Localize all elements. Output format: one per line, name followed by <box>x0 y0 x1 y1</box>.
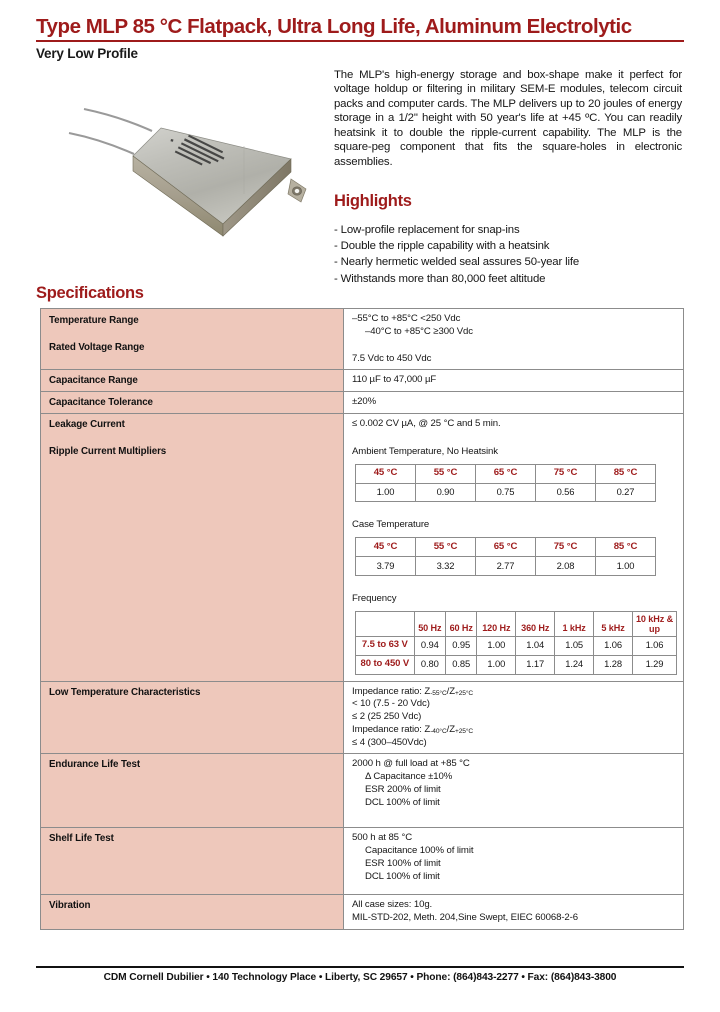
value-line: Capacitance 100% of limit <box>365 845 474 857</box>
value-line <box>352 686 677 699</box>
intro-paragraph: The MLP's high-energy storage and box-shape make it perfect for voltage holdup or filtering in military SEM-E modules, telecom circuit packs and computer cards. The MLP delivers up to 20 joules of energy storage in a 1/2" height with 50 year's life at +45 ºC. You can readily heatsink it to double the ripple-current capability. The MLP is the square-peg component that fits the square-holes in electronic assemblies. <box>334 69 682 168</box>
row-label-shelf-life-test: Shelf Life Test <box>41 828 344 895</box>
value-line: ESR 200% of limit <box>365 783 441 795</box>
cell-value: 1.05 <box>555 636 594 655</box>
row-header: 7.5 to 63 V <box>356 636 415 655</box>
row-value-leakage-ripple <box>344 414 684 681</box>
col-header: 10 kHz & up <box>633 611 677 636</box>
value-line: MIL-STD-202, Meth. 204,Sine Swept, EIEC 60068-2-6 <box>352 912 578 924</box>
row-header: 80 to 450 V <box>356 655 415 674</box>
spacer <box>352 585 677 592</box>
col-header: 45 °C <box>356 464 416 483</box>
table-row <box>356 557 656 576</box>
value-line: DCL 100% of limit <box>365 796 440 808</box>
table-row <box>41 828 684 895</box>
value-line: < 10 (7.5 - 20 Vdc) <box>352 698 430 710</box>
cell-value: 2.08 <box>536 557 596 576</box>
row-label-endurance-life-test: Endurance Life Test <box>41 754 344 828</box>
spacer <box>352 504 677 511</box>
specifications-heading: Specifications <box>36 284 144 302</box>
value-line: ESR 100% of limit <box>365 857 441 869</box>
table-row <box>356 636 677 655</box>
cell-value: 2.77 <box>476 557 536 576</box>
list-item: - Withstands more than 80,000 feet altitude <box>334 272 546 285</box>
cell-value: 1.00 <box>477 636 516 655</box>
cell-value: 1.00 <box>356 483 416 502</box>
spacer <box>352 809 677 816</box>
cell-value: 0.56 <box>536 483 596 502</box>
cell-value: 0.94 <box>414 636 445 655</box>
highlights-list <box>334 222 684 287</box>
label-text-ripple-current: Ripple Current Multipliers <box>49 446 167 458</box>
cell-value: 0.80 <box>414 655 445 674</box>
col-header: 5 kHz <box>594 611 633 636</box>
value-line: –40°C to +85°C ≥300 Vdc <box>365 325 473 337</box>
page-title: Type MLP 85 °C Flatpack, Ultra Long Life, Aluminum Electrolytic <box>36 15 632 38</box>
highlights-heading: Highlights <box>334 192 412 210</box>
frequency-caption: Frequency <box>352 592 397 604</box>
impedance-subscript-cold: -40°C <box>430 727 447 735</box>
row-value-capacitance-range: 110 µF to 47,000 µF <box>344 370 684 392</box>
spacer <box>352 511 677 518</box>
table-row <box>41 754 684 828</box>
col-header: 55 °C <box>416 464 476 483</box>
footer-divider <box>36 966 684 968</box>
spacer <box>352 883 677 890</box>
col-header: 75 °C <box>536 464 596 483</box>
col-header: 60 Hz <box>446 611 477 636</box>
list-item: - Double the ripple capability with a heatsink <box>334 240 550 253</box>
col-header: 45 °C <box>356 538 416 557</box>
spacer <box>352 816 677 823</box>
table-row <box>41 414 684 681</box>
cell-value: 3.32 <box>416 557 476 576</box>
footer-contact-info: CDM Cornell Dubilier • 140 Technology Place • Liberty, SC 29657 • Phone: (864)843-2277 • Fax: (864)843-3800 <box>103 972 617 983</box>
spacer <box>49 327 337 334</box>
value-line: Δ Capacitance ±10% <box>365 771 453 783</box>
row-value-vibration <box>344 895 684 930</box>
col-header: 360 Hz <box>516 611 555 636</box>
value-line: 500 h at 85 °C <box>352 832 413 844</box>
col-header: 120 Hz <box>477 611 516 636</box>
cell-value: 1.06 <box>594 636 633 655</box>
value-line: DCL 100% of limit <box>365 870 440 882</box>
capacitor-illustration <box>48 76 324 268</box>
table-header-row <box>356 611 677 636</box>
cell-value: 1.04 <box>516 636 555 655</box>
row-value-temperature-range <box>344 309 684 370</box>
value-line: All case sizes: 10g. <box>352 899 433 911</box>
page-header <box>36 16 684 61</box>
value-line-rated-voltage: 7.5 Vdc to 450 Vdc <box>352 352 432 364</box>
cell-value: 3.79 <box>356 557 416 576</box>
ambient-temperature-table <box>355 464 656 503</box>
list-item: - Low-profile replacement for snap-ins <box>334 224 520 236</box>
cell-value: 1.28 <box>594 655 633 674</box>
impedance-ratio-prefix: Impedance ratio: Z <box>352 685 431 697</box>
spacer <box>49 438 337 445</box>
list-item: - Nearly hermetic welded seal assures 50-year life <box>334 256 580 269</box>
cell-value: 1.17 <box>516 655 555 674</box>
cell-value: 1.00 <box>596 557 656 576</box>
value-line: 2000 h @ full load at +85 °C <box>352 758 470 770</box>
value-line: –55°C to +85°C <250 Vdc <box>352 313 461 324</box>
cell-value: 0.75 <box>476 483 536 502</box>
cell-value: 0.85 <box>446 655 477 674</box>
table-row <box>41 895 684 930</box>
spacer <box>49 431 337 438</box>
value-line: ≤ 4 (300–450Vdc) <box>352 736 427 748</box>
spacer <box>352 339 677 346</box>
col-header: 65 °C <box>476 464 536 483</box>
table-row <box>41 392 684 414</box>
page-subtitle: Very Low Profile <box>36 45 138 61</box>
spacer <box>352 578 677 585</box>
impedance-subscript-ref: +25°C <box>454 689 474 697</box>
table-header-row <box>356 538 656 557</box>
col-header: 85 °C <box>596 538 656 557</box>
cell-value: 1.06 <box>633 636 677 655</box>
col-header: 75 °C <box>536 538 596 557</box>
spacer <box>352 431 677 438</box>
col-header: 65 °C <box>476 538 536 557</box>
impedance-ratio-mid: /Z <box>446 723 455 735</box>
impedance-ratio-prefix: Impedance ratio: Z <box>352 723 431 735</box>
row-label-vibration: Vibration <box>41 895 344 930</box>
label-text-rated-voltage: Rated Voltage Range <box>49 342 145 354</box>
case-temperature-caption: Case Temperature <box>352 519 430 531</box>
col-header: 50 Hz <box>414 611 445 636</box>
table-row <box>41 370 684 392</box>
row-value-endurance-life-test <box>344 754 684 828</box>
col-header: 85 °C <box>596 464 656 483</box>
cell-value: 1.00 <box>477 655 516 674</box>
impedance-ratio-mid: /Z <box>446 685 455 697</box>
spacer <box>352 346 677 353</box>
value-line-leakage-current: ≤ 0.002 CV µA, @ 25 °C and 5 min. <box>352 418 501 430</box>
table-header-row <box>356 464 656 483</box>
table-row <box>356 655 677 674</box>
row-value-shelf-life-test <box>344 828 684 895</box>
row-value-low-temperature <box>344 681 684 754</box>
row-label-capacitance-tolerance: Capacitance Tolerance <box>41 392 344 414</box>
spacer <box>49 334 337 341</box>
title-divider <box>36 40 684 42</box>
cell-value: 0.27 <box>596 483 656 502</box>
cell-value: 1.29 <box>633 655 677 674</box>
table-row <box>41 681 684 754</box>
col-header: 55 °C <box>416 538 476 557</box>
case-temperature-table <box>355 537 656 576</box>
row-label-low-temperature: Low Temperature Characteristics <box>41 681 344 754</box>
cell-value: 0.95 <box>446 636 477 655</box>
row-label-capacitance-range: Capacitance Range <box>41 370 344 392</box>
label-text-leakage-current: Leakage Current <box>49 419 125 431</box>
frequency-multiplier-table <box>355 611 677 675</box>
value-line: ≤ 2 (25 250 Vdc) <box>352 711 422 723</box>
value-line <box>352 724 677 737</box>
col-header: 1 kHz <box>555 611 594 636</box>
cell-value: 1.24 <box>555 655 594 674</box>
table-row <box>356 483 656 502</box>
table-row <box>41 309 684 370</box>
row-value-capacitance-tolerance: ±20% <box>344 392 684 414</box>
ambient-temperature-caption: Ambient Temperature, No Heatsink <box>352 446 498 458</box>
cell-value: 0.90 <box>416 483 476 502</box>
impedance-subscript-cold: -55°C <box>430 689 447 697</box>
product-photo <box>48 76 324 268</box>
row-label-temperature-range <box>41 309 344 370</box>
label-text: Temperature Range <box>49 315 139 326</box>
spacer <box>352 438 677 445</box>
specifications-table <box>40 308 684 930</box>
impedance-subscript-ref: +25°C <box>454 727 474 735</box>
corner-cell <box>356 611 415 636</box>
row-label-leakage-ripple <box>41 414 344 681</box>
